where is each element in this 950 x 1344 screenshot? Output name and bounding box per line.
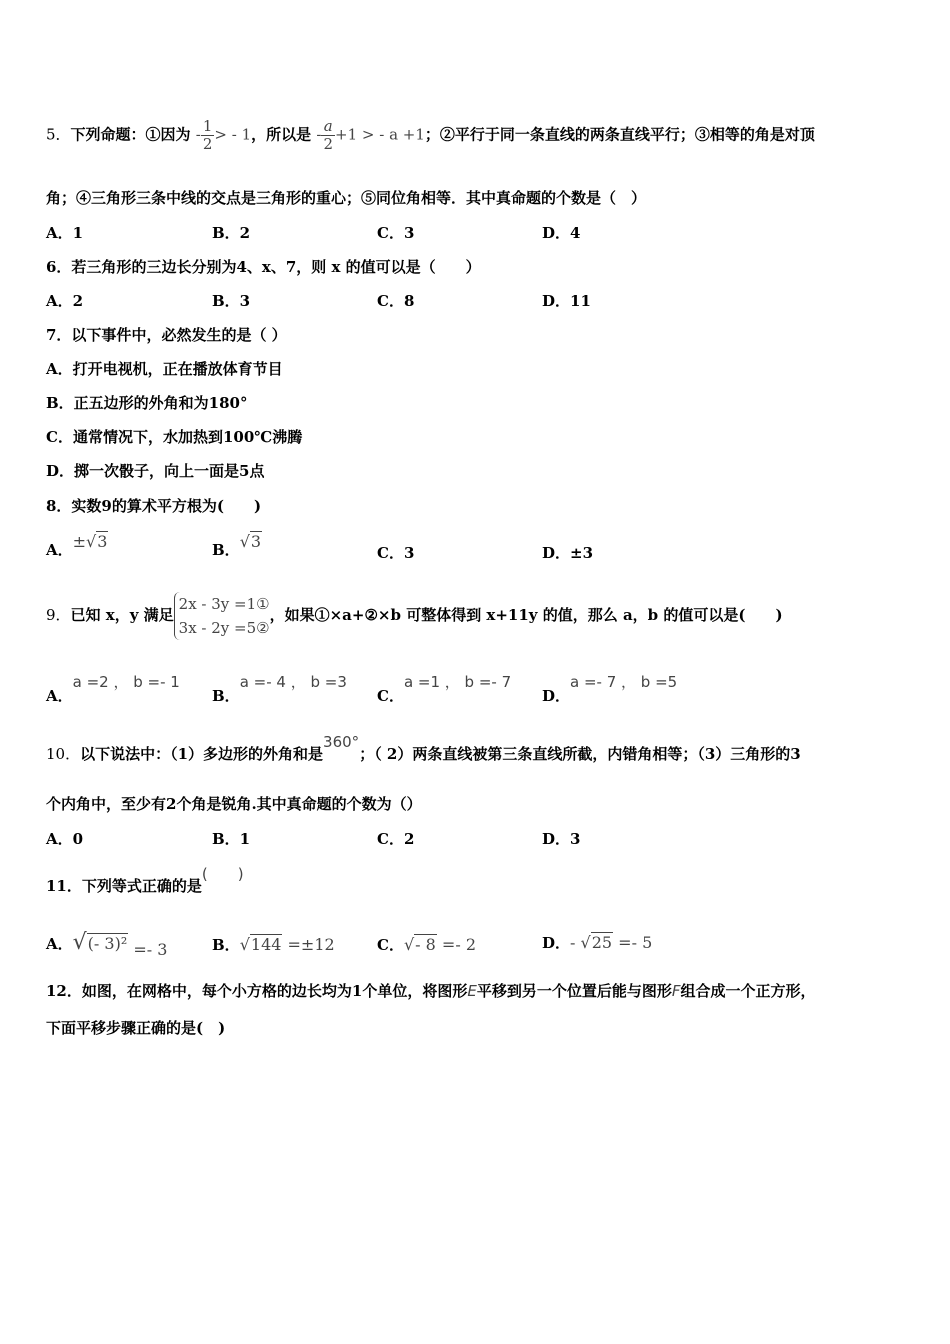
q5-line2: 角；④三角形三条中线的交点是三角形的重心；⑤同位角相等．其中真命题的个数是（ ） <box>46 189 647 207</box>
q5-option-a[interactable]: A．1 <box>46 224 84 242</box>
q5-fraction-1: $\frac{1}{2}$ <box>202 117 213 153</box>
q9-option-d-value: a =- 7 ， b =5 <box>570 673 678 691</box>
q9-option-c-label: C． <box>377 687 404 705</box>
q11-option-c-label: C． <box>377 936 404 954</box>
q7-option-c[interactable]: C．通常情况下，水加热到100℃沸腾 <box>46 428 303 446</box>
q9-equation-system <box>174 592 270 640</box>
q5-option-c[interactable]: C．3 <box>377 224 415 242</box>
q8-line: 8．实数9的算术平方根为( ) <box>46 497 262 515</box>
q9-eq-2: 3x - 2y =5② <box>178 619 270 637</box>
q10-number: 10． <box>46 745 81 763</box>
q9-option-c-value: a =1 ， b =- 7 <box>403 673 512 691</box>
q12-line2: 下面平移步骤正确的是( ) <box>46 1019 226 1037</box>
q8-option-b-math: √3 <box>239 532 262 551</box>
q12-text-3: 组合成一个正方形， <box>680 982 816 1000</box>
q9-option-b-label: B． <box>212 687 240 705</box>
q10-option-b[interactable]: B．1 <box>212 830 251 848</box>
q10-line2: 个内角中，至少有2个角是锐角.其中真命题的个数为（） <box>46 795 422 813</box>
q11-option-b-math: √144 =±12 <box>239 935 335 954</box>
q11-option-d-math: - √25 =- 5 <box>570 933 653 952</box>
q6-option-c[interactable]: C．8 <box>377 292 415 310</box>
q11-option-b[interactable] <box>212 935 335 955</box>
q10-option-a[interactable]: A．0 <box>46 830 84 848</box>
q9-line <box>46 592 783 640</box>
q6-line: 6．若三角形的三边长分别为4、x、7，则 x 的值可以是（ ） <box>46 258 481 276</box>
q8-option-d[interactable]: D．±3 <box>542 544 594 562</box>
q6-option-b[interactable]: B．3 <box>212 292 251 310</box>
q8-option-a-label: A． <box>46 541 73 559</box>
q7-option-d[interactable]: D．掷一次骰子，向上一面是5点 <box>46 462 265 480</box>
q11-option-b-label: B． <box>212 936 240 954</box>
q12-text-1: 12．如图，在网格中，每个小方格的边长均为1个单位，将图形 <box>46 982 468 1000</box>
q5-option-d[interactable]: D．4 <box>542 224 581 242</box>
q7-option-a[interactable]: A．打开电视机，正在播放体育节目 <box>46 360 283 378</box>
q11-option-c[interactable] <box>377 935 476 955</box>
q5-ineq-1: > - 1 <box>214 125 252 144</box>
q9-eq-1: 2x - 3y =1① <box>178 595 270 613</box>
q10-option-d[interactable]: D．3 <box>542 830 581 848</box>
q7-line: 7．以下事件中，必然发生的是（ ） <box>46 326 287 344</box>
q9-option-b-value: a =- 4 ， b =3 <box>239 673 347 691</box>
q9-option-a-value: a =2 ， b =- 1 <box>72 673 180 691</box>
q8-option-b[interactable] <box>212 532 262 560</box>
q7-option-b[interactable]: B．正五边形的外角和为180° <box>46 394 248 412</box>
q8-option-a-math: ±√3 <box>72 532 108 551</box>
q8-option-c[interactable]: C．3 <box>377 544 415 562</box>
q9-text-1: 已知 x，y 满足 <box>70 606 174 624</box>
q5-ineq-2: +1 > - a +1 <box>335 125 425 144</box>
q5-frac2-sign: - <box>316 125 322 144</box>
q10-option-c[interactable]: C．2 <box>377 830 415 848</box>
q8-option-a[interactable] <box>46 532 108 560</box>
q11-line <box>46 865 244 896</box>
q11-text: 11．下列等式正确的是 <box>46 877 202 895</box>
q9-number: 9． <box>46 606 71 624</box>
q10-text-2: ；（ 2）两条直线被第三条直线所截，内错角相等；（3）三角形的3 <box>359 745 801 763</box>
q11-option-d-label: D． <box>542 934 571 952</box>
q11-option-c-math: √- 8 =- 2 <box>403 935 476 954</box>
q9-option-a-label: A． <box>46 687 73 705</box>
q6-option-d[interactable]: D．11 <box>542 292 591 310</box>
q12-line1 <box>46 981 815 1001</box>
q5-frac1-sign: - <box>195 125 201 144</box>
q11-option-a-label: A． <box>46 935 73 953</box>
q9-option-b[interactable] <box>212 672 347 705</box>
q5-fraction-2: $\frac{a}{2}$ <box>323 117 334 153</box>
q11-paren: ( ) <box>201 865 244 883</box>
q12-figure-e: E <box>467 982 477 1000</box>
q12-text-2: 平移到另一个位置后能与图形 <box>476 982 672 1000</box>
q9-option-d[interactable] <box>542 672 678 705</box>
q11-option-a-math: √(- 3)² =- 3 <box>72 930 168 959</box>
q11-option-a[interactable] <box>46 930 168 959</box>
q5-text-2: ，所以是 <box>251 125 312 144</box>
q12-figure-f: F <box>671 982 681 1000</box>
q9-option-c[interactable] <box>377 672 512 705</box>
q8-option-b-label: B． <box>212 541 240 559</box>
q5-number: 5． <box>46 125 71 144</box>
q11-option-d[interactable] <box>542 933 652 953</box>
q10-degree: 360° <box>323 733 360 751</box>
q9-option-d-label: D． <box>542 687 571 705</box>
q10-text-1: 以下说法中：（1）多边形的外角和是 <box>80 745 324 763</box>
q6-option-a[interactable]: A．2 <box>46 292 84 310</box>
q9-option-a[interactable] <box>46 672 180 705</box>
q10-line1 <box>46 733 801 764</box>
q5-text-3: ；②平行于同一条直线的两条直线平行；③相等的角是对顶 <box>424 125 815 144</box>
q9-text-2: ，如果①×a+②×b 可整体得到 x+11y 的值，那么 a，b 的值可以是( ) <box>269 606 783 624</box>
q5-text-1: 下列命题：①因为 <box>70 125 191 144</box>
q5-line1 <box>46 118 815 153</box>
q5-option-b[interactable]: B．2 <box>212 224 251 242</box>
